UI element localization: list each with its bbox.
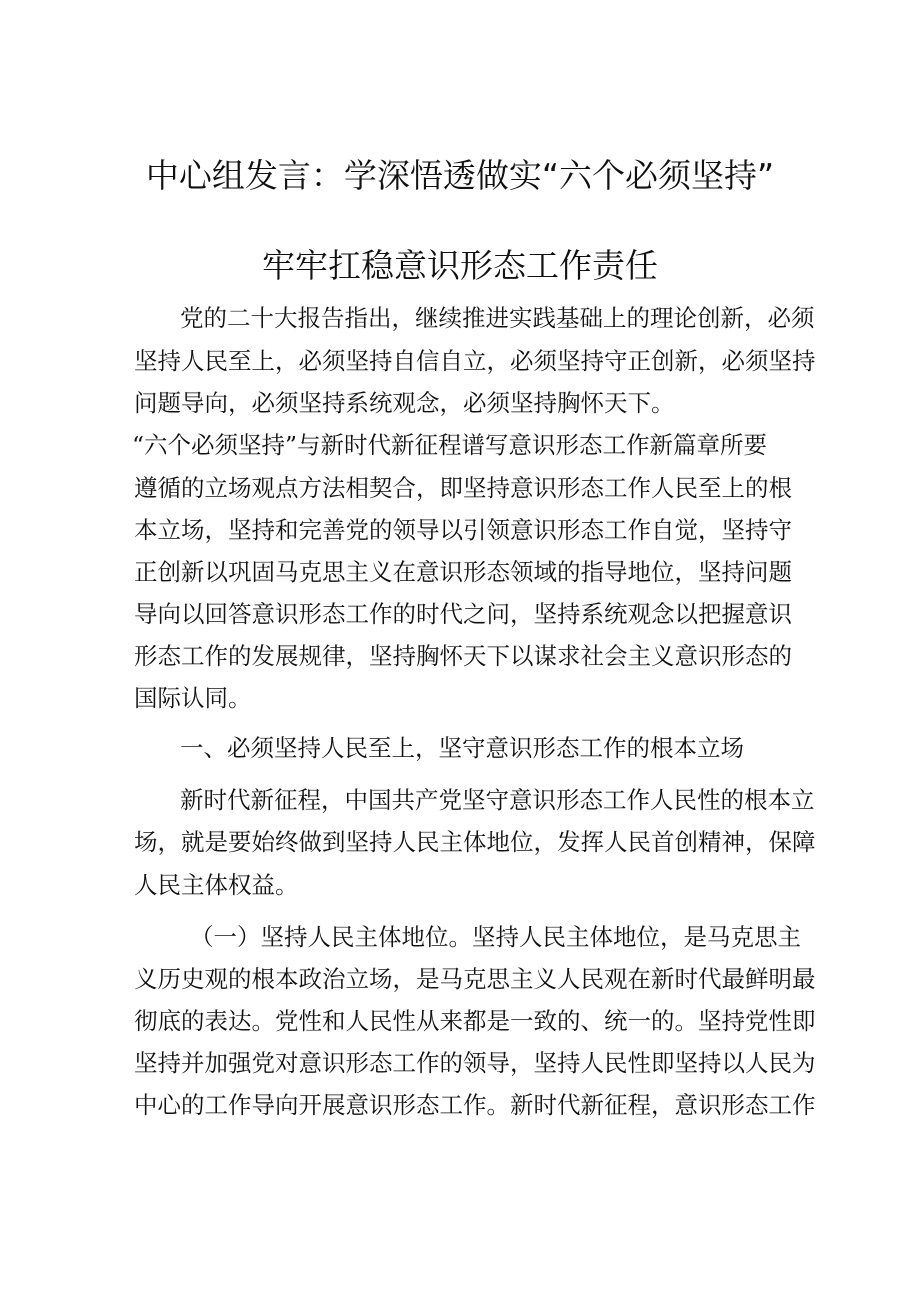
body-line: 新时代新征程，中国共产党坚守意识形态工作人民性的根本立 bbox=[180, 786, 815, 814]
body-line: 导向以回答意识形态工作的时代之问，坚持系统观念以把握意识 bbox=[134, 600, 792, 628]
body-line: 问题导向，必须坚持系统观念，必须坚持胸怀天下。 bbox=[134, 389, 675, 417]
body-line: 坚持并加强党对意识形态工作的领导，坚持人民性即坚持以人民为 bbox=[134, 1049, 816, 1077]
section-heading: 一、必须坚持人民至上，坚守意识形态工作的根本立场 bbox=[180, 734, 744, 762]
body-line: 正创新以巩固马克思主义在意识形态领域的指导地位，坚持问题 bbox=[134, 558, 792, 586]
body-line: 党的二十大报告指出，继续推进实践基础上的理论创新，必须 bbox=[180, 304, 815, 332]
body-line: 形态工作的发展规律，坚持胸怀天下以谋求社会主义意识形态的 bbox=[134, 642, 792, 670]
body-line: （一）坚持人民主体地位。坚持人民主体地位，是马克思主 bbox=[190, 923, 801, 951]
body-line: 本立场，坚持和完善党的领导以引领意识形态工作自觉，坚持守 bbox=[134, 516, 792, 544]
document-title-line-1: 中心组发言：学深悟透做实“六个必须坚持” bbox=[145, 156, 775, 195]
body-line: 场，就是要始终做到坚持人民主体地位，发挥人民首创精神，保障 bbox=[134, 828, 816, 856]
document-title-line-2: 牢牢扛稳意识形态工作责任 bbox=[262, 246, 658, 285]
body-line: 义历史观的根本政治立场，是马克思主义人民观在新时代最鲜明最 bbox=[134, 965, 816, 993]
body-line: 国际认同。 bbox=[134, 684, 252, 712]
body-line: 彻底的表达。党性和人民性从来都是一致的、统一的。坚持党性即 bbox=[134, 1007, 816, 1035]
body-line: “六个必须坚持”与新时代新征程谱写意识形态工作新篇章所要 bbox=[132, 431, 768, 459]
body-line: 人民主体权益。 bbox=[134, 871, 299, 899]
body-line: 中心的工作导向开展意识形态工作。新时代新征程，意识形态工作 bbox=[134, 1091, 816, 1119]
body-line: 坚持人民至上，必须坚持自信自立，必须坚持守正创新，必须坚持 bbox=[134, 347, 816, 375]
body-line: 遵循的立场观点方法相契合，即坚持意识形态工作人民至上的根 bbox=[134, 474, 792, 502]
